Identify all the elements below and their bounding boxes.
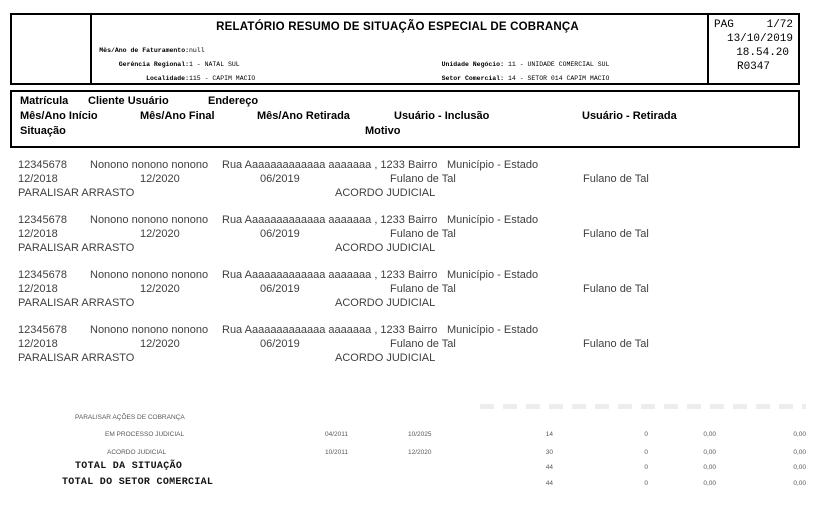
record-final: 12/2020 [140,338,180,350]
record-cliente: Nonono nonono nonono [90,159,209,171]
record-inicio: 12/2018 [18,338,58,350]
page-info-cell [707,15,798,83]
record-situacao: PARALISAR ARRASTO [18,187,135,199]
filter-setor-comercial [440,72,609,86]
record-usuario-inclusao: Fulano de Tal [390,338,456,350]
summary-row-qtd2: 0 [644,449,648,456]
record-bairro: Bairro [408,214,438,226]
col-mes-ano-final: Mês/Ano Final [140,110,215,122]
summary-row-fim: 10/2025 [408,431,432,438]
record-usuario-retirada: Fulano de Tal [583,228,649,240]
total-situacao-valor1: 0,00 [703,464,716,471]
record-final: 12/2020 [140,283,180,295]
record-usuario-retirada: Fulano de Tal [583,283,649,295]
record-municipio: Município - Estado [447,159,539,171]
record-matricula: 12345678 [18,269,67,281]
page-number-row [709,18,798,32]
summary-row-qtd: 30 [545,449,553,456]
record-final: 12/2020 [140,173,180,185]
logo-cell [12,15,92,83]
filters-left [97,44,255,86]
filters-right [440,58,609,86]
record-matricula: 12345678 [18,214,67,226]
record-inicio: 12/2018 [18,228,58,240]
summary-row-inicio: 04/2011 [325,431,349,438]
record-row [0,214,816,258]
filter-unidade-negocio [440,58,609,72]
record-row [0,159,816,203]
filter-label: Setor Comercial: [441,75,504,82]
record-final: 12/2020 [140,228,180,240]
total-situacao-qtd2: 0 [644,464,648,471]
filter-label: Mês/Ano de Faturamento: [99,47,189,54]
record-row [0,324,816,368]
record-motivo: ACORDO JUDICIAL [335,297,436,309]
filter-localidade [97,72,255,86]
col-cliente-usuario: Cliente Usuário [88,95,169,107]
filter-value: null [189,47,205,54]
record-usuario-inclusao: Fulano de Tal [390,173,456,185]
report-code: R0347 [736,61,770,73]
report-date: 13/10/2019 [726,33,793,45]
record-inicio: 12/2018 [18,283,58,295]
col-motivo: Motivo [365,125,401,137]
total-setor-qtd: 44 [545,480,553,487]
summary-row-valor2: 0,00 [793,449,806,456]
record-cliente: Nonono nonono nonono [90,269,209,281]
record-municipio: Município - Estado [447,269,539,281]
record-endereco: Rua Aaaaaaaaaaaaa aaaaaaa , 1233 [222,159,405,171]
col-usuario-retirada: Usuário - Retirada [582,110,677,122]
record-matricula: 12345678 [18,159,67,171]
record-usuario-retirada: Fulano de Tal [583,338,649,350]
record-motivo: ACORDO JUDICIAL [335,187,436,199]
record-bairro: Bairro [408,269,438,281]
record-municipio: Município - Estado [447,214,539,226]
record-bairro: Bairro [408,324,438,336]
record-motivo: ACORDO JUDICIAL [335,352,436,364]
record-retirada: 06/2019 [260,173,300,185]
summary-row-label: ACORDO JUDICIAL [107,449,167,456]
total-situacao-label: TOTAL DA SITUAÇÃO [75,461,183,472]
filter-value: 11 - UNIDADE COMERCIAL SUL [508,61,610,68]
column-header-box [10,90,800,148]
summary-row-label: EM PROCESSO JUDICIAL [105,431,185,438]
filter-gerencia [97,58,255,72]
col-endereco: Endereço [208,95,259,107]
col-usuario-inclusao: Usuário - Inclusão [394,110,490,122]
record-usuario-retirada: Fulano de Tal [583,173,649,185]
filter-label: Gerência Regional: [118,61,189,68]
record-usuario-inclusao: Fulano de Tal [390,283,456,295]
total-setor-qtd2: 0 [644,480,648,487]
total-setor-valor1: 0,00 [703,480,716,487]
record-inicio: 12/2018 [18,173,58,185]
record-situacao: PARALISAR ARRASTO [18,242,135,254]
record-matricula: 12345678 [18,324,67,336]
total-setor-label: TOTAL DO SETOR COMERCIAL [62,477,214,488]
filter-value: 115 - CAPIM MACIO [189,75,256,82]
record-retirada: 06/2019 [260,283,300,295]
summary-row-qtd2: 0 [644,431,648,438]
filter-label: Localidade: [146,75,189,82]
record-row [0,269,816,313]
summary-group-title: PARALISAR AÇÕES DE COBRANÇA [75,414,185,421]
record-retirada: 06/2019 [260,228,300,240]
summary-row-fim: 12/2020 [408,449,432,456]
report-time: 18.54.20 [736,47,789,59]
col-mes-ano-inicio: Mês/Ano Início [20,110,98,122]
summary-row-valor2: 0,00 [793,431,806,438]
pag-label: PAG [714,19,734,31]
summary-row-valor1: 0,00 [703,431,716,438]
record-endereco: Rua Aaaaaaaaaaaaa aaaaaaa , 1233 [222,269,405,281]
faint-column-ruler [480,404,806,409]
record-retirada: 06/2019 [260,338,300,350]
page-number: 1/72 [766,19,793,31]
summary-row-valor1: 0,00 [703,449,716,456]
filter-faturamento [97,44,255,58]
record-usuario-inclusao: Fulano de Tal [390,228,456,240]
record-motivo: ACORDO JUDICIAL [335,242,436,254]
report-header-box [10,13,800,85]
record-endereco: Rua Aaaaaaaaaaaaa aaaaaaa , 1233 [222,324,405,336]
record-bairro: Bairro [408,159,438,171]
record-endereco: Rua Aaaaaaaaaaaaa aaaaaaa , 1233 [222,214,405,226]
filter-value: 14 - SETOR 014 CAPIM MACIO [508,75,610,82]
total-setor-valor2: 0,00 [793,480,806,487]
record-cliente: Nonono nonono nonono [90,214,209,226]
summary-row-qtd: 14 [545,431,553,438]
col-mes-ano-retirada: Mês/Ano Retirada [257,110,350,122]
filter-label: Unidade Negócio: [441,61,504,68]
record-situacao: PARALISAR ARRASTO [18,352,135,364]
report-title: RELATÓRIO RESUMO DE SITUAÇÃO ESPECIAL DE COBRANÇA [216,21,579,33]
summary-row-inicio: 10/2011 [325,449,349,456]
total-situacao-qtd: 44 [545,464,553,471]
col-situacao: Situação [20,125,66,137]
record-cliente: Nonono nonono nonono [90,324,209,336]
col-matricula: Matrícula [20,95,69,107]
total-situacao-valor2: 0,00 [793,464,806,471]
filter-value: 1 - NATAL SUL [189,61,240,68]
record-municipio: Município - Estado [447,324,539,336]
record-situacao: PARALISAR ARRASTO [18,297,135,309]
